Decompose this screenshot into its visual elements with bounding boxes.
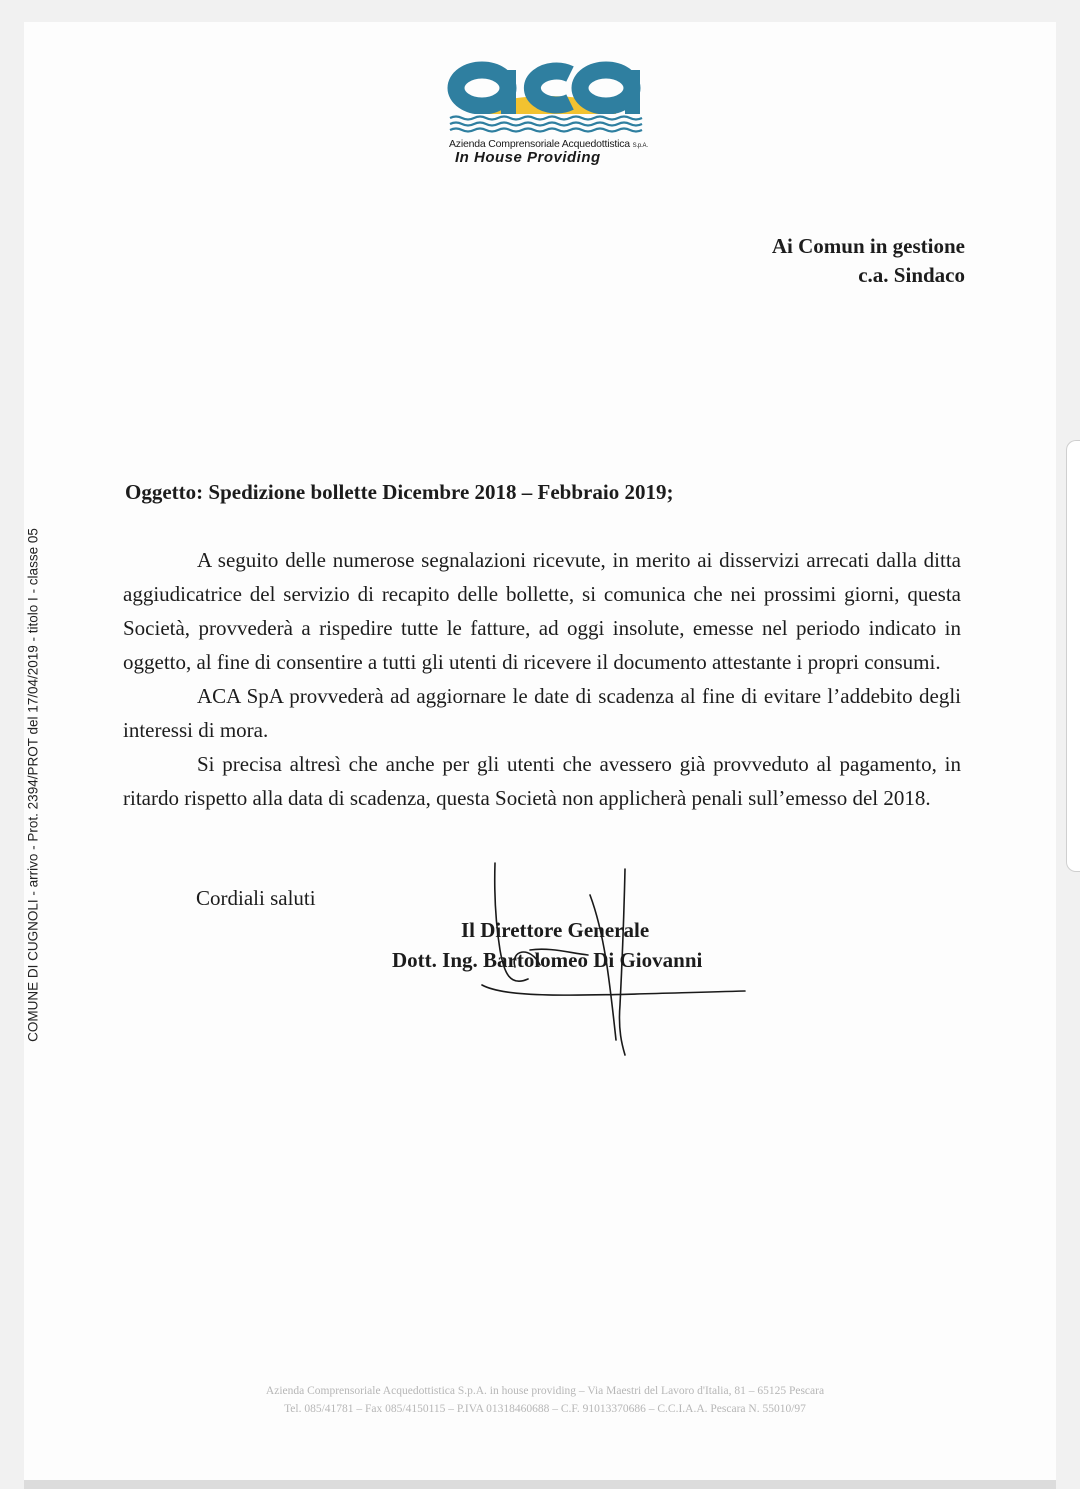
- footer-line: Tel. 085/41781 – Fax 085/4150115 – P.IVA 01318460688 – C.F. 91013370686 – C.C.I.A.A. Pescara N. 55010/97: [284, 1403, 806, 1415]
- handwritten-signature: [470, 855, 760, 1065]
- signatory-role: Il Direttore Generale: [461, 918, 650, 942]
- protocol-stamp: [24, 520, 42, 1050]
- logo-company-name: Azienda Comprensoriale Acquedottistica S.p.A.: [449, 138, 648, 150]
- protocol-stamp-text: COMUNE DI CUGNOLI - arrivo - Prot. 2394/PROT del 17/04/2019 - titolo I - classe 05: [25, 528, 41, 1042]
- signatory-name: Dott. Ing. Bartolomeo Di Giovanni: [392, 948, 703, 972]
- body-paragraph: Si precisa altresì che anche per gli utenti che avessero già provveduto al pagamento, in ritardo rispetto alla data di scadenza, questa Società non applicherà penali sull’emesso del 2018.: [123, 752, 961, 810]
- letter-subject: Oggetto: Spedizione bollette Dicembre 2018 – Febbraio 2019;: [125, 480, 674, 504]
- recipient-block: [772, 232, 965, 290]
- page-bottom-edge: [24, 1480, 1056, 1489]
- recipient-line: c.a. Sindaco: [858, 263, 965, 287]
- aca-logo: [424, 30, 664, 180]
- letterhead-footer: [150, 1382, 940, 1418]
- body-paragraph: ACA SpA provvederà ad aggiornare le date di scadenza al fine di evitare l’addebito degli interessi di mora.: [123, 684, 961, 742]
- body-paragraph: A seguito delle numerose segnalazioni ricevute, in merito ai disservizi arrecati dalla ditta aggiudicatrice del servizio di recapito delle bollette, si comunica che nei prossimi giorni, questa Società, provvederà a rispedire tutte le fatture, ad oggi insolute, emesse nel periodo indicato in oggetto, al fine di consentire a tutti gli utenti di ricevere il documento attestante i propri consumi.: [123, 548, 961, 674]
- aca-logo-graphic: [424, 30, 664, 140]
- closing-salutation: Cordiali saluti: [196, 886, 316, 910]
- logo-tagline: In House Providing: [455, 149, 601, 166]
- footer-line: Azienda Comprensoriale Acquedottistica S.p.A. in house providing – Via Maestri del Lavoro d'Italia, 81 – 65125 Pescara: [265, 1385, 825, 1397]
- scroll-handle[interactable]: [1066, 440, 1080, 872]
- recipient-line: Ai Comun in gestione: [771, 234, 965, 258]
- letter-body: [123, 543, 961, 815]
